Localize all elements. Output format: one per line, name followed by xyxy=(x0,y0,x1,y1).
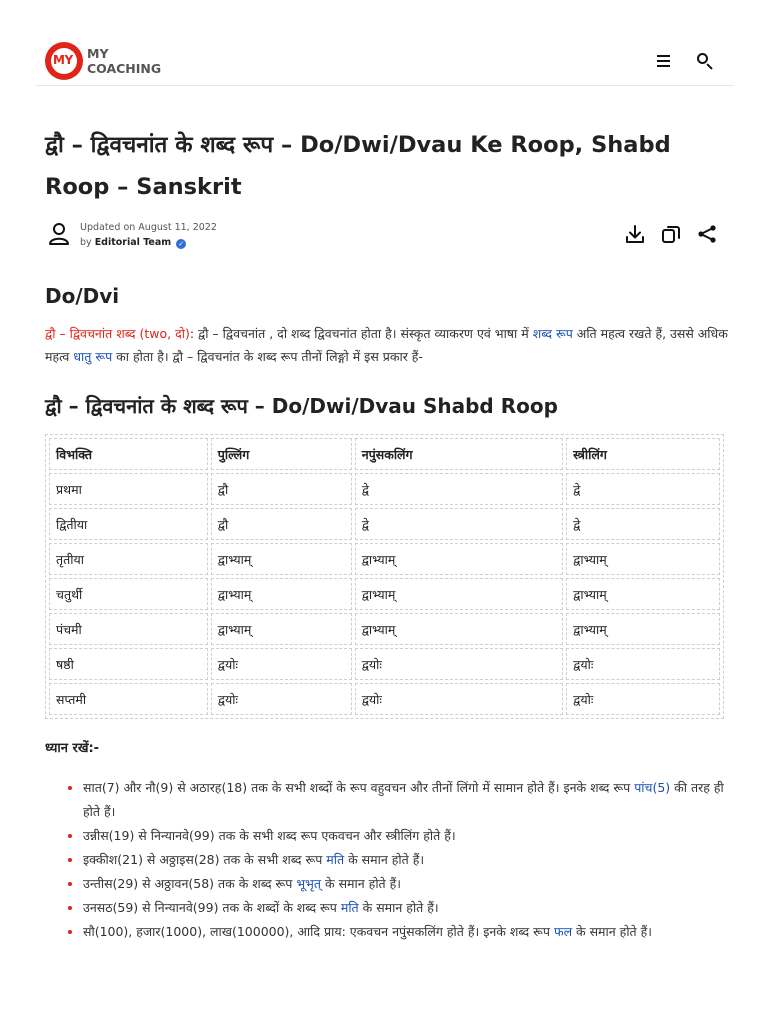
logo-text xyxy=(87,46,161,76)
article-title: द्वौ – द्विवचनांत के शब्द रूप – Do/Dwi/Dvau Ke Roop, Shabd Roop – Sanskrit xyxy=(45,132,671,200)
table-cell: द्वितीया xyxy=(49,508,208,540)
table-cell: सप्तमी xyxy=(49,683,208,715)
table-cell: द्वाभ्याम् xyxy=(355,543,563,575)
table-cell: द्वयोः xyxy=(211,648,352,680)
table-cell: द्वयोः xyxy=(566,648,720,680)
by-label: by xyxy=(80,237,92,248)
table-cell: द्वाभ्याम् xyxy=(355,578,563,610)
note-link[interactable]: पांच(5) xyxy=(634,780,671,795)
table-cell: द्वे xyxy=(566,473,720,505)
note-title: ध्यान रखें:- xyxy=(45,741,100,756)
meta-text xyxy=(80,220,217,250)
table-row xyxy=(49,473,720,505)
table-row xyxy=(49,683,720,715)
table-cell: द्वे xyxy=(566,508,720,540)
site-logo[interactable] xyxy=(45,42,161,80)
table-cell: षष्ठी xyxy=(49,648,208,680)
intro-lead: द्वौ – द्विवचनांत शब्द (two, दो) xyxy=(45,326,190,341)
meta-actions xyxy=(624,223,718,245)
table-cell: पंचमी xyxy=(49,613,208,645)
table-header-cell: पुल्लिंग xyxy=(211,438,352,470)
copy-icon[interactable] xyxy=(660,223,682,245)
table-header-cell: स्त्रीलिंग xyxy=(566,438,720,470)
table-cell: द्वयोः xyxy=(566,683,720,715)
table-cell: द्वयोः xyxy=(211,683,352,715)
table-cell: द्वौ xyxy=(211,508,352,540)
list-item xyxy=(65,848,725,872)
table-cell: प्रथमा xyxy=(49,473,208,505)
logo-line-1: MY xyxy=(87,46,109,61)
note-link[interactable]: भूभृत् xyxy=(296,876,322,891)
logo-line-2: COACHING xyxy=(87,61,162,76)
note-link[interactable]: फल xyxy=(553,924,573,939)
shabd-roop-link[interactable]: शब्द रूप xyxy=(532,326,573,341)
shabd-roop-table xyxy=(45,434,724,719)
table-cell: द्वाभ्याम् xyxy=(566,543,720,575)
table-cell: द्वाभ्याम् xyxy=(211,578,352,610)
table-cell: द्वयोः xyxy=(355,683,563,715)
verified-icon: ✓ xyxy=(176,239,186,249)
list-item xyxy=(65,776,725,824)
intro-text-2: अति महत्व रखते हैं, उससे अधिक महत्व xyxy=(45,326,728,364)
download-icon[interactable] xyxy=(624,223,646,245)
search-icon[interactable] xyxy=(696,52,714,70)
intro-text-3: का होता है। द्वौ – द्विवचनांत के शब्द रूप तीनों लिङ्गो में इस प्रकार हैं- xyxy=(112,349,423,364)
note-text-end: के समान होते हैं। xyxy=(358,900,439,915)
table-row xyxy=(49,543,720,575)
table-cell: द्वाभ्याम् xyxy=(211,613,352,645)
article-subtitle: Do/Dvi xyxy=(45,284,120,308)
notes-list xyxy=(65,776,725,944)
header-actions xyxy=(657,52,714,70)
logo-mark xyxy=(45,42,83,80)
list-item xyxy=(65,824,725,848)
share-icon[interactable] xyxy=(696,223,718,245)
table-cell: द्वे xyxy=(355,508,563,540)
author-icon xyxy=(48,222,70,246)
menu-icon[interactable] xyxy=(657,55,670,67)
note-text-end: की तरह ही होते हैं। xyxy=(83,780,724,819)
article-meta xyxy=(48,218,728,252)
table-cell: द्वाभ्याम् xyxy=(566,578,720,610)
updated-date: Updated on August 11, 2022 xyxy=(80,222,217,233)
list-item xyxy=(65,896,725,920)
table-cell: तृतीया xyxy=(49,543,208,575)
table-header-row xyxy=(49,438,720,470)
author-name[interactable]: Editorial Team xyxy=(94,237,172,248)
table-cell: चतुर्थी xyxy=(49,578,208,610)
table-header-cell: नपुंसकलिंग xyxy=(355,438,563,470)
table-cell: द्वे xyxy=(355,473,563,505)
list-item xyxy=(65,872,725,896)
note-text: उनसठ(59) से निन्यानवे(99) तक के शब्दों के शब्द रूप xyxy=(83,900,341,915)
site-header xyxy=(36,40,734,86)
note-text-end: के समान होते हैं। xyxy=(321,876,402,891)
note-text-end: के समान होते हैं। xyxy=(572,924,653,939)
note-link[interactable]: मति xyxy=(340,900,359,915)
intro-paragraph xyxy=(45,322,735,368)
table-row xyxy=(49,648,720,680)
table-row xyxy=(49,578,720,610)
author-line xyxy=(80,235,217,250)
note-text: सौ(100), हजार(1000), लाख(100000), आदि प्राय: एकवचन नपुंसकलिंग होते हैं। इनके शब्द रूप xyxy=(83,924,554,939)
table-cell: द्वाभ्याम् xyxy=(355,613,563,645)
dhatu-roop-link[interactable]: धातु रूप xyxy=(73,349,113,364)
table-cell: द्वाभ्याम् xyxy=(211,543,352,575)
list-item xyxy=(65,920,725,944)
table-header-cell: विभक्ति xyxy=(49,438,208,470)
table-row xyxy=(49,613,720,645)
section-title: द्वौ – द्विवचनांत के शब्द रूप – Do/Dwi/Dvau Shabd Roop xyxy=(45,394,558,418)
note-link[interactable]: मति xyxy=(326,852,345,867)
table-cell: द्वौ xyxy=(211,473,352,505)
table-cell: द्वाभ्याम् xyxy=(566,613,720,645)
note-text-end: के समान होते हैं। xyxy=(344,852,425,867)
note-text: सात(7) और नौ(9) से अठारह(18) तक के सभी शब्दों के रूप वहुवचन और तीनों लिंगो में सामान होते हैं। इनके शब्द रूप xyxy=(83,780,635,795)
logo-mark-text: MY xyxy=(53,53,73,67)
table-cell: द्वयोः xyxy=(355,648,563,680)
note-text: उन्नीस(19) से निन्यानवे(99) तक के सभी शब्द रूप एकवचन और स्त्रीलिंग होते हैं। xyxy=(83,828,456,843)
table-row xyxy=(49,508,720,540)
intro-text-1: : द्वौ – द्विवचनांत , दो शब्द द्विवचनांत होता है। संस्कृत व्याकरण एवं भाषा में xyxy=(189,326,533,341)
note-text: उन्तीस(29) से अठ्ठावन(58) तक के शब्द रूप xyxy=(83,876,297,891)
note-text: इक्कीश(21) से अठ्ठाइस(28) तक के सभी शब्द रूप xyxy=(83,852,327,867)
